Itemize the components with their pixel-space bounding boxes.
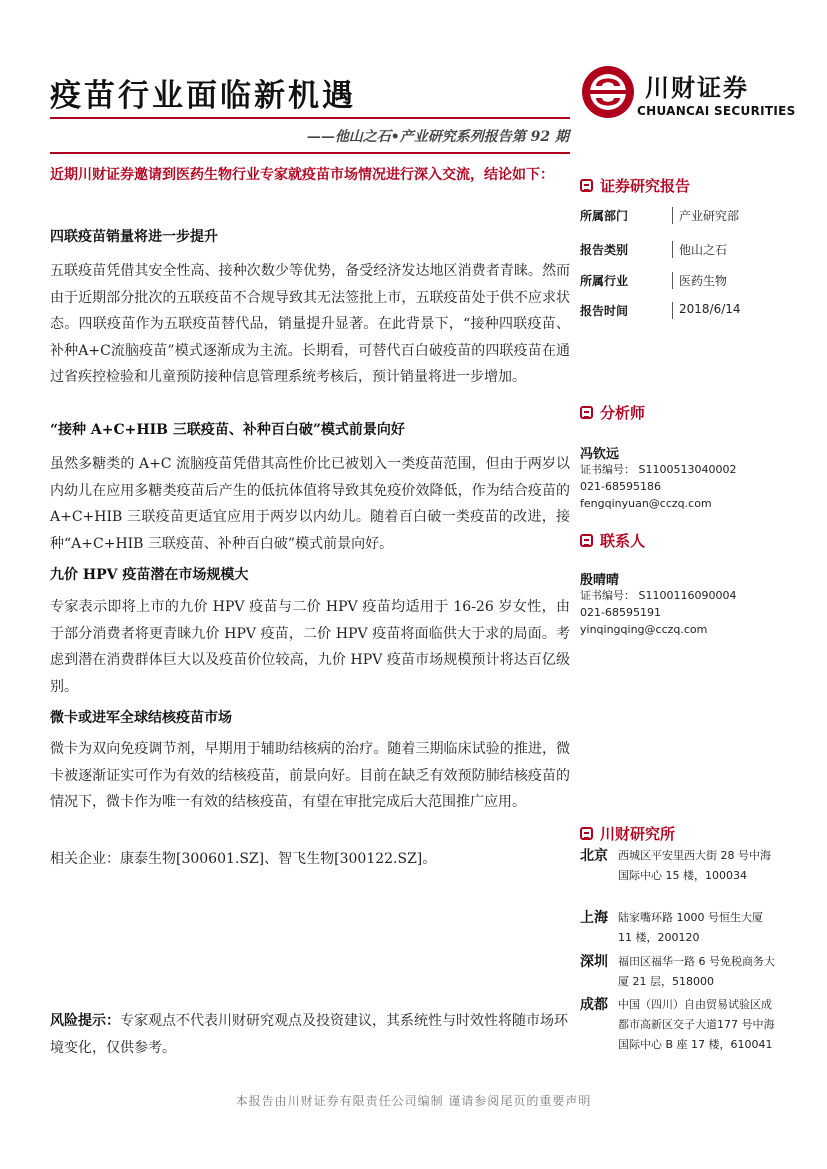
risk-label: 风险提示： (50, 1013, 120, 1029)
section-heading-3: 九价 HPV 疫苗潜在市场规模大 (50, 567, 249, 583)
institute-title: 川财研究所 (600, 825, 676, 843)
logo-chinese-text: 川财证券 (645, 74, 749, 102)
meta-row-industry (580, 272, 780, 289)
section-body-2: 虽然多糖类的 A+C 流脑疫苗凭借其高性价比已被划入一类疫苗范围，但由于两岁以内幼儿在应用多糖类疫苗后产生的低抗体值将导致其免疫价效降低，作为结合疫苗的 A+C+HIB 三联疫苗更适宜应用于两岁以内幼儿。随着百白破一类疫苗的改进，接种“A+C+HIB 三联疫苗、补种百白破”模式前景向好。 (50, 456, 570, 552)
office-shenzhen (580, 952, 780, 992)
meta-label: 报告时间 (580, 304, 629, 318)
analyst-cert: 证书编号： S1100513040002 (580, 463, 737, 476)
meta-row-category (580, 241, 780, 258)
office-beijing (580, 846, 780, 886)
contact-cert: 证书编号： S1100116090004 (580, 589, 737, 602)
analyst-title: 分析师 (600, 404, 646, 422)
page-footer-disclaimer: 本报告由川财证券有限责任公司编制 谨请参阅尾页的重要声明 (235, 1094, 592, 1108)
contact-email[interactable]: yinqingqing@cczq.com (580, 623, 708, 636)
office-city: 深圳 (580, 954, 608, 970)
chuancai-logo-icon (580, 64, 636, 120)
analyst-section-icon (580, 406, 593, 419)
meta-value: 他山之石 (672, 241, 727, 258)
section-body-4: 微卡为双向免疫调节剂，早期用于辅助结核病的治疗。随着三期临床试验的推进，微卡被逐渐证实可作为有效的结核疫苗，前景向好。目前在缺乏有效预防肺结核疫苗的情况下，微卡作为唯一有效的结核疫苗，有望在审批完成后大范围推广应用。 (50, 741, 570, 810)
related-companies: 相关企业：康泰生物[300601.SZ]、智飞生物[300122.SZ]。 (50, 851, 437, 867)
section-body-3: 专家表示即将上市的九价 HPV 疫苗与二价 HPV 疫苗均适用于 16-26 岁女性，由于部分消费者将更青睐九价 HPV 疫苗，二价 HPV 疫苗将面临供大于求的局面。考虑到潜在消费群体巨大以及疫苗价位较高，九价 HPV 疫苗市场规模预计将达百亿级别。 (50, 599, 570, 695)
intro-summary: 近期川财证券邀请到医药生物行业专家就疫苗市场情况进行深入交流，结论如下： (50, 167, 554, 183)
office-address: 中国（四川）自由贸易试验区成都市高新区交子大道177 号中海国际中心 B 座 17 楼，610041 (618, 998, 775, 1051)
contact-header (580, 530, 780, 551)
analyst-name: 冯钦远 (580, 447, 620, 462)
institute-section-icon (580, 827, 593, 840)
analyst-header (580, 402, 780, 423)
institute-header (580, 823, 780, 844)
section-heading-1: 四联疫苗销量将进一步提升 (50, 229, 218, 245)
report-info-title: 证券研究报告 (600, 177, 691, 195)
meta-row-date (580, 302, 780, 319)
contact-name: 殷晴晴 (580, 573, 620, 588)
office-address: 陆家嘴环路 1000 号恒生大厦 11 楼，200120 (618, 911, 763, 944)
meta-value: 2018/6/14 (672, 302, 741, 319)
title-divider (50, 117, 570, 119)
page-title: 疫苗行业面临新机遇 (50, 78, 356, 114)
office-city: 上海 (580, 910, 608, 926)
risk-warning (50, 1008, 570, 1062)
office-city: 北京 (580, 848, 608, 864)
meta-row-department (580, 207, 780, 224)
office-city: 成都 (580, 997, 608, 1013)
office-address: 西城区平安里西大街 28 号中海国际中心 15 楼，100034 (618, 849, 771, 882)
report-series-subtitle: ——他山之石•产业研究系列报告第 92 期 (306, 129, 569, 145)
office-shanghai (580, 908, 780, 948)
risk-text: 专家观点不代表川财研究观点及投资建议，其系统性与时效性将随市场环境变化，仅供参考。 (50, 1013, 568, 1056)
section-heading-4: 微卡或进军全球结核疫苗市场 (50, 710, 232, 726)
section-heading-2: “接种 A+C+HIB 三联疫苗、补种百白破”模式前景向好 (50, 422, 405, 438)
analyst-phone: 021-68595186 (580, 480, 661, 493)
contact-phone: 021-68595191 (580, 606, 661, 619)
section-body-1: 五联疫苗凭借其安全性高、接种次数少等优势，备受经济发达地区消费者青睐。然而由于近期部分批次的五联疫苗不合规导致其无法签批上市，五联疫苗处于供不应求状态。四联疫苗作为五联疫苗替代品，销量提升显著。在此背景下，“接种四联疫苗、补种A+C流脑疫苗”模式逐渐成为主流。长期看，可替代百白破疫苗的四联疫苗在通过省疾控检验和儿童预防接种信息管理系统考核后，预计销量将进一步增加。 (50, 263, 570, 385)
meta-label: 所属行业 (580, 274, 629, 288)
meta-value: 医药生物 (672, 272, 727, 289)
office-chengdu (580, 995, 780, 1055)
subtitle-divider (50, 152, 570, 154)
contact-section-icon (580, 534, 593, 547)
analyst-email[interactable]: fengqinyuan@cczq.com (580, 497, 712, 510)
report-info-header (580, 175, 780, 196)
office-address: 福田区福华一路 6 号免税商务大厦 21 层，518000 (618, 955, 775, 988)
contact-title: 联系人 (600, 532, 646, 550)
meta-value: 产业研究部 (672, 207, 739, 224)
meta-label: 报告类别 (580, 243, 629, 257)
report-section-icon (580, 179, 593, 192)
meta-label: 所属部门 (580, 209, 629, 223)
logo-english-text: CHUANCAI SECURITIES (637, 104, 796, 118)
